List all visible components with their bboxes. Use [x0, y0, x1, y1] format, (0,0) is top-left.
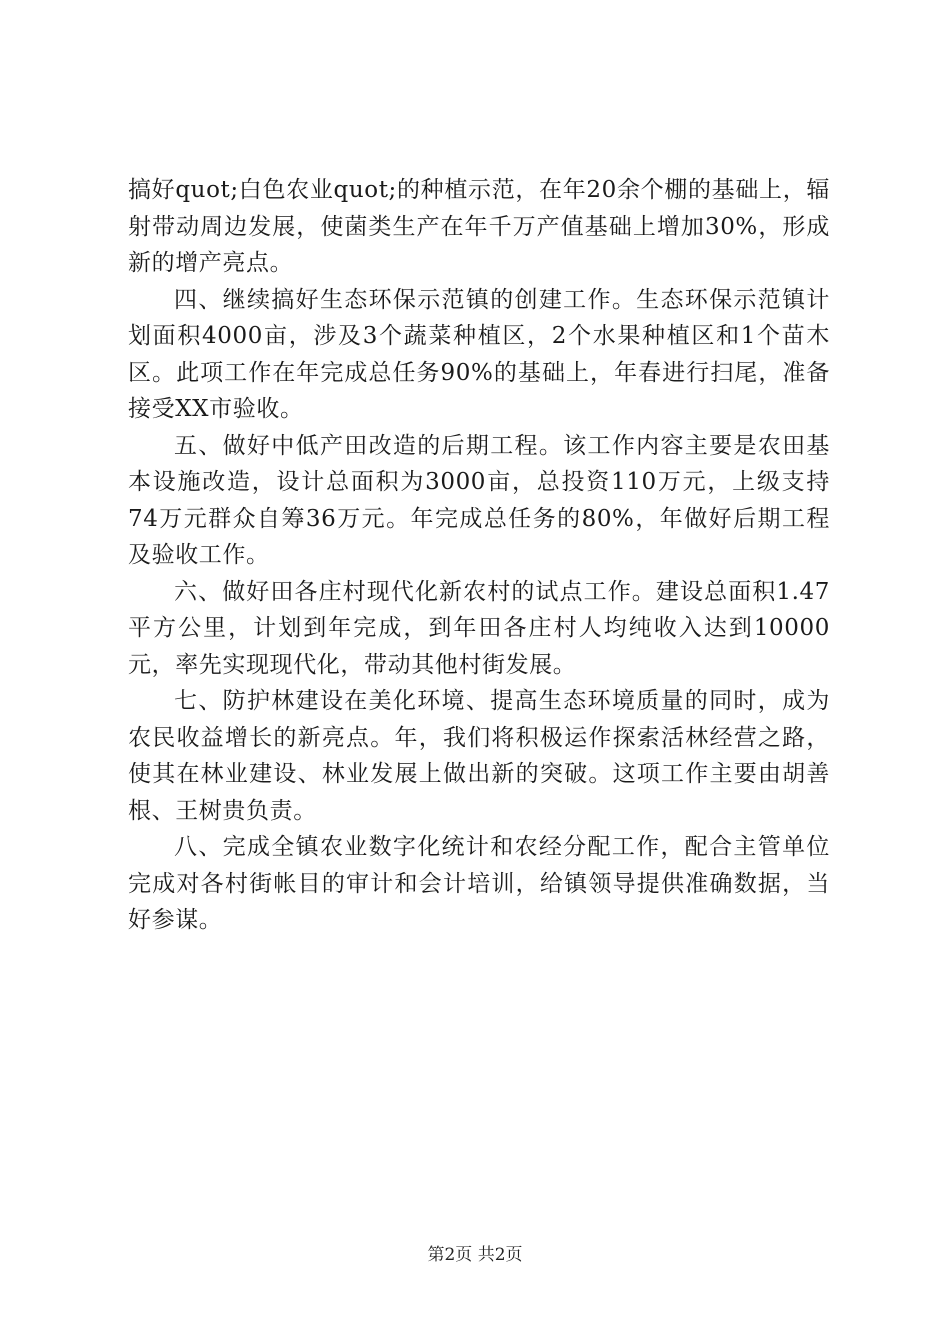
paragraph-item-4: 四、继续搞好生态环保示范镇的创建工作。生态环保示范镇计划面积4000亩，涉及3个蔬菜种植区，2个水果种植区和1个苗木区。此项工作在年完成总任务90%的基础上，年春进行扫尾，准备接受XX市验收。 [128, 286, 830, 422]
paragraph-item-5: 五、做好中低产田改造的后期工程。该工作内容主要是农田基本设施改造，设计总面积为3000亩，总投资110万元，上级支持74万元群众自筹36万元。年完成总任务的80%，年做好后期工程及验收工作。 [128, 432, 830, 568]
paragraph-item-8: 八、完成全镇农业数字化统计和农经分配工作，配合主管单位完成对各村街帐目的审计和会计培训，给镇领导提供准确数据，当好参谋。 [128, 834, 830, 933]
document-body [128, 172, 830, 939]
paragraph-item-7: 七、防护林建设在美化环境、提高生态环境质量的同时，成为农民收益增长的新亮点。年，我们将积极运作探索活林经营之路，使其在林业建设、林业发展上做出新的突破。这项工作主要由胡善根、王树贵负责。 [128, 688, 830, 824]
paragraph-continuation: 搞好quot;白色农业quot;的种植示范，在年20余个棚的基础上，辐射带动周边发展，使菌类生产在年千万产值基础上增加30%，形成新的增产亮点。 [128, 177, 830, 276]
paragraph-item-6: 六、做好田各庄村现代化新农村的试点工作。建设总面积1.47平方公里，计划到年完成，到年田各庄村人均纯收入达到10000元，率先实现现代化，带动其他村街发展。 [128, 578, 830, 678]
page-number-footer: 第2页 共2页 [427, 1245, 523, 1265]
